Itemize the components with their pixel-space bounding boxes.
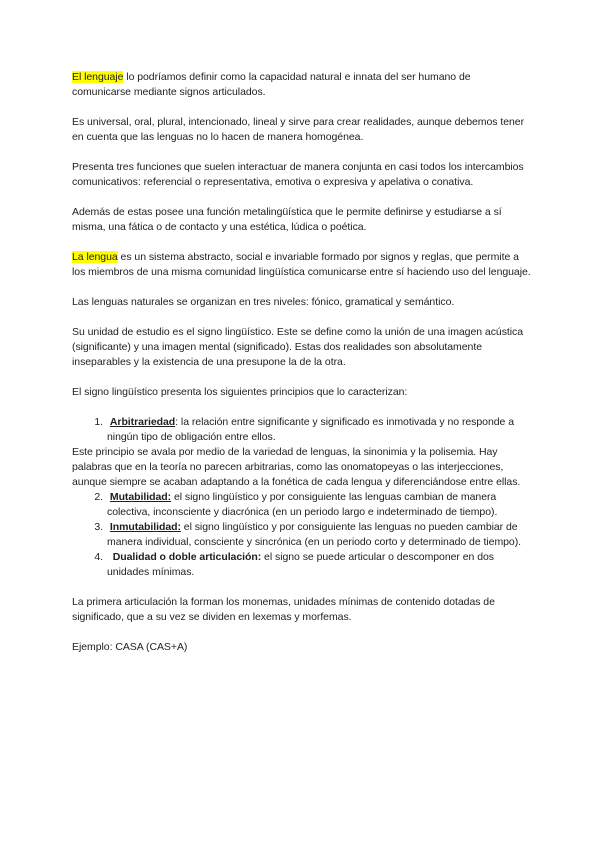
paragraph-funciones: Presenta tres funciones que suelen interactuar de manera conjunta en casi todos los intercambios comunicativos: referencial o representativa, emotiva o expresiva y apelativa o conativa. [72, 161, 524, 188]
paragraph-principios-intro: El signo lingüístico presenta los siguientes principios que lo caracterizan: [72, 386, 408, 398]
paragraph-signo: Su unidad de estudio es el signo lingüístico. Este se define como la unión de una imagen acústica (significante) y una imagen mental (significado). Estas dos realidades son absolutamente inseparables y la existencia de una presupone la de la otra. [72, 326, 524, 368]
paragraph-ejemplo: Ejemplo: CASA (CAS+A) [72, 641, 188, 653]
principle-text: el signo lingüístico y por consiguiente las lenguas cambian de manera colectiva, inconsciente y diacrónica (en un periodo largo e indeterminado de tiempo). [107, 491, 498, 518]
principle-term: Arbitrariedad [109, 416, 176, 428]
principle-term: Mutabilidad: [109, 491, 172, 503]
principle-text: : la relación entre significante y significado es inmotivada y no responde a ningún tipo de obligación entre ellos. [107, 416, 514, 443]
highlight-lengua: La lengua [72, 251, 118, 263]
principle-term: Dualidad o doble articulación: [112, 551, 262, 563]
principle-item-1 [72, 415, 532, 445]
principle-term: Inmutabilidad: [109, 521, 181, 533]
paragraph-articulacion: La primera articulación la forman los monemas, unidades mínimas de contenido dotadas de significado, que a su vez se dividen en lexemas y morfemas. [72, 596, 495, 623]
paragraph-text: lo podríamos definir como la capacidad natural e innata del ser humano de comunicarse mediante signos articulados. [72, 71, 471, 98]
principle-item-3 [72, 520, 532, 550]
paragraph-lengua [72, 250, 532, 280]
principle-item-2 [72, 490, 532, 520]
paragraph-niveles: Las lenguas naturales se organizan en tres niveles: fónico, gramatical y semántico. [72, 296, 455, 308]
document-body [72, 70, 532, 670]
principle-text: el signo lingüístico y por consiguiente las lenguas no pueden cambiar de manera individual, consciente y sincrónica (en un periodo corto y determinado de tiempo). [107, 521, 522, 548]
highlight-lenguaje: El lenguaje [72, 71, 124, 83]
principle-text: el signo se puede articular o descomponer en dos unidades mínimas. [107, 551, 494, 578]
paragraph-metalinguistica: Además de estas posee una función metalingüística que le permite definirse y estudiarse a sí misma, una fática o de contacto y una estética, lúdica o poética. [72, 206, 502, 233]
list-number: 3. [94, 521, 103, 533]
principle-note: Este principio se avala por medio de la variedad de lenguas, la sinonimia y la polisemia. Hay palabras que en la teoría no parecen arbitrarias, como las onomatopeyas o las interjecciones, aunque siempre se acaban adaptando a la fonética de cada lengua y diferenciándose entre ellas. [72, 446, 521, 488]
paragraph-caracteristicas: Es universal, oral, plural, intencionado, lineal y sirve para crear realidades, aunque debemos tener en cuenta que las lenguas no lo hacen de manera homogénea. [72, 116, 525, 143]
list-number: 4. [94, 551, 103, 563]
list-number: 2. [94, 491, 103, 503]
principle-item-4 [72, 550, 532, 580]
paragraph-text: es un sistema abstracto, social e invariable formado por signos y reglas, que permite a los miembros de una misma comunidad lingüística comunicarse entre sí haciendo uso del lenguaje. [72, 251, 531, 278]
paragraph-lenguaje [72, 70, 532, 100]
list-number: 1. [94, 416, 103, 428]
